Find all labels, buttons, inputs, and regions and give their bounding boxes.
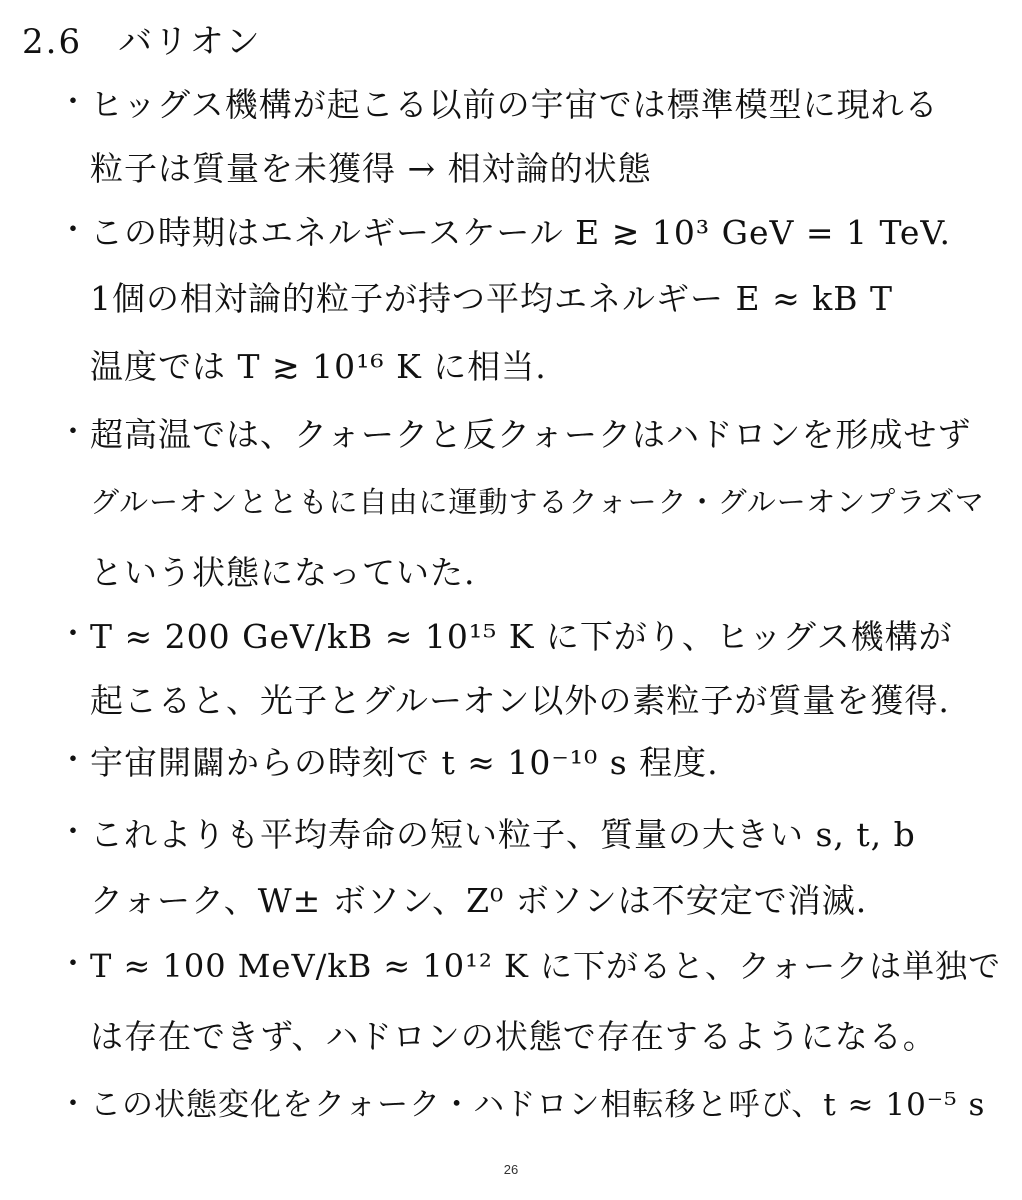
note-text: 温度では T ≳ 10¹⁶ K に相当. xyxy=(90,347,547,386)
bullet-mark: ・ xyxy=(58,415,89,450)
note-text: クォーク、W± ボソン、Z⁰ ボソンは不安定で消滅. xyxy=(90,881,868,920)
note-text: この状態変化をクォーク・ハドロン相転移と呼び、t ≈ 10⁻⁵ s xyxy=(90,1087,986,1123)
note-text: この時期はエネルギースケール E ≳ 10³ GeV = 1 TeV. xyxy=(90,213,951,252)
note-text: T ≈ 100 MeV/kB ≈ 10¹² K に下がると、クォークは単独で xyxy=(90,947,1002,985)
page-number: 26 xyxy=(503,1162,519,1177)
note-text: 超高温では、クォークと反クォークはハドロンを形成せず xyxy=(90,415,972,454)
note-text: 粒子は質量を未獲得 → 相対論的状態 xyxy=(90,149,652,188)
note-text: T ≈ 200 GeV/kB ≈ 10¹⁵ K に下がり、ヒッグス機構が xyxy=(90,617,953,656)
bullet-mark: ・ xyxy=(58,815,89,850)
note-text: 宇宙開闢からの時刻で t ≈ 10⁻¹⁰ s 程度. xyxy=(90,743,719,782)
bullet-mark: ・ xyxy=(58,947,89,982)
bullet-mark: ・ xyxy=(58,213,89,248)
note-text: グルーオンとともに自由に運動するクォーク・グルーオンプラズマ xyxy=(90,485,985,519)
bullet-mark: ・ xyxy=(58,1087,89,1122)
bullet-mark: ・ xyxy=(58,743,89,778)
bullet-mark: ・ xyxy=(58,617,89,652)
note-text: これよりも平均寿命の短い粒子、質量の大きい s, t, b xyxy=(90,815,916,854)
note-text: は存在できず、ハドロンの状態で存在するようになる。 xyxy=(90,1017,937,1056)
bullet-mark: ・ xyxy=(58,85,89,120)
note-text: という状態になっていた. xyxy=(90,553,476,592)
note-text: 1個の相対論的粒子が持つ平均エネルギー E ≈ kB T xyxy=(90,279,893,318)
note-text: 起こると、光子とグルーオン以外の素粒子が質量を獲得. xyxy=(90,681,950,720)
note-text: ヒッグス機構が起こる以前の宇宙では標準模型に現れる xyxy=(90,85,939,124)
section-heading: 2.6 バリオン xyxy=(22,22,262,62)
